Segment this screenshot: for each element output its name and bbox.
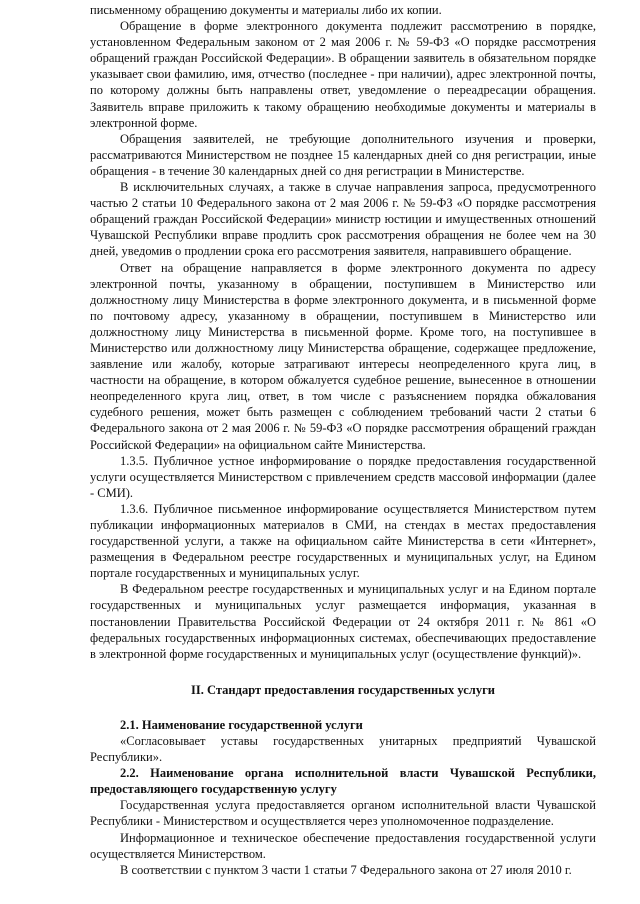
paragraph-term-extension: В исключительных случаях, а также в случае направления запроса, предусмотренного частью 2 статьи 10 Федерального закона от 2 мая 2006 г. № 59-ФЗ «О порядке рассмотрения обращений граждан Российской Федерации» министр юстиции и имущественных отношений Чувашской Республики вправе продлить срок рассмотрения обращения не более чем на 30 дней, уведомив о продлении срока его рассмотрения заявителя, направившего обращение.: [90, 180, 596, 259]
paragraph-service-provider: Государственная услуга предоставляется органом исполнительной власти Чувашской Республики - Министерством и осуществляется через уполномоченное подразделение.: [90, 798, 596, 829]
paragraph-1-3-6: 1.3.6. Публичное письменное информирование осуществляется Министерством путем публикации информационных материалов в СМИ, на стендах в местах предоставления государственной услуги, а также на официальном сайте Министерства в сети «Интернет», размещения в Федеральном реестре государственных и муниципальных услуг, на Едином портале государственных и муниципальных услуг.: [90, 501, 596, 581]
paragraph-federal-law-ref: В соответствии с пунктом 3 части 1 статьи 7 Федерального закона от 27 июля 2010 г.: [120, 862, 572, 877]
subsection-2-2-title: 2.2. Наименование органа исполнительной власти Чувашской Республики, предоставляющего государственную услугу: [90, 766, 596, 797]
paragraph-continuation: письменному обращению документы и материалы либо их копии.: [90, 3, 442, 17]
paragraph-review-terms: Обращения заявителей, не требующие дополнительного изучения и проверки, рассматриваются Министерством не позднее 15 календарных дней со дня регистрации, иные обращения - в течение 30 календарных дней со дня регистрации в Министерстве.: [90, 131, 596, 178]
subsection-2-1-title: 2.1. Наименование государственной услуги: [120, 717, 363, 732]
paragraph-response: Ответ на обращение направляется в форме электронного документа по адресу электронной почты, указанному в обращении, поступившем в Министерство или должностному лицу Министерства в форме электронного документа, и в письменной форме по почтовому адресу, указанному в обращении, поступившем в Министерство или должностному лицу Министерства в письменной форме. Кроме того, на поступившее в Министерство или должностному лицу Министерства обращение, содержащее предложение, заявление или жалобу, которые затрагивают интересы неопределенного круга лиц, в частности на обращение, в котором обжалуется судебное решение, вынесенное в отношении неопределенного круга лиц, ответ, в том числе с разъяснением порядка обжалования судебного решения, может быть размещен с соблюдением требований части 2 статьи 6 Федерального закона от 2 мая 2006 г. № 59-ФЗ «О порядке рассмотрения обращений граждан Российской Федерации» на официальном сайте Министерства.: [90, 260, 596, 452]
document-page: [90, 2, 596, 878]
paragraph-information-support: Информационное и техническое обеспечение предоставления государственной услуги осуществляется Министерством.: [90, 830, 596, 861]
paragraph-electronic-appeal: Обращение в форме электронного документа подлежит рассмотрению в порядке, установленном Федеральным законом от 2 мая 2006 г. № 59-ФЗ «О порядке рассмотрения обращений граждан Российской Федерации». В обращении заявитель в обязательном порядке указывает свои фамилию, имя, отчество (последнее - при наличии), адрес электронной почты, по которому должны быть направлены ответ, уведомление о переадресации обращения. Заявитель вправе приложить к такому обращению необходимые документы и материалы в электронной форме.: [90, 19, 596, 130]
paragraph-federal-registry: В Федеральном реестре государственных и муниципальных услуг и на Едином портале государственных и муниципальных услуг размещается информация, указанная в постановлении Правительства Российской Федерации от 24 октября 2011 г. № 861 «О федеральных государственных информационных системах, обеспечивающих предоставление в электронной форме государственных и муниципальных услуг (осуществление функций)».: [90, 582, 596, 661]
section-title: II. Стандарт предоставления государственных услуги: [191, 682, 495, 697]
paragraph-1-3-5: 1.3.5. Публичное устное информирование о порядке предоставления государственной услуги осуществляется Министерством с привлечением средств массовой информации (далее - СМИ).: [90, 453, 596, 500]
subsection-2-1-text: «Согласовывает уставы государственных унитарных предприятий Чувашской Республики».: [90, 733, 596, 765]
